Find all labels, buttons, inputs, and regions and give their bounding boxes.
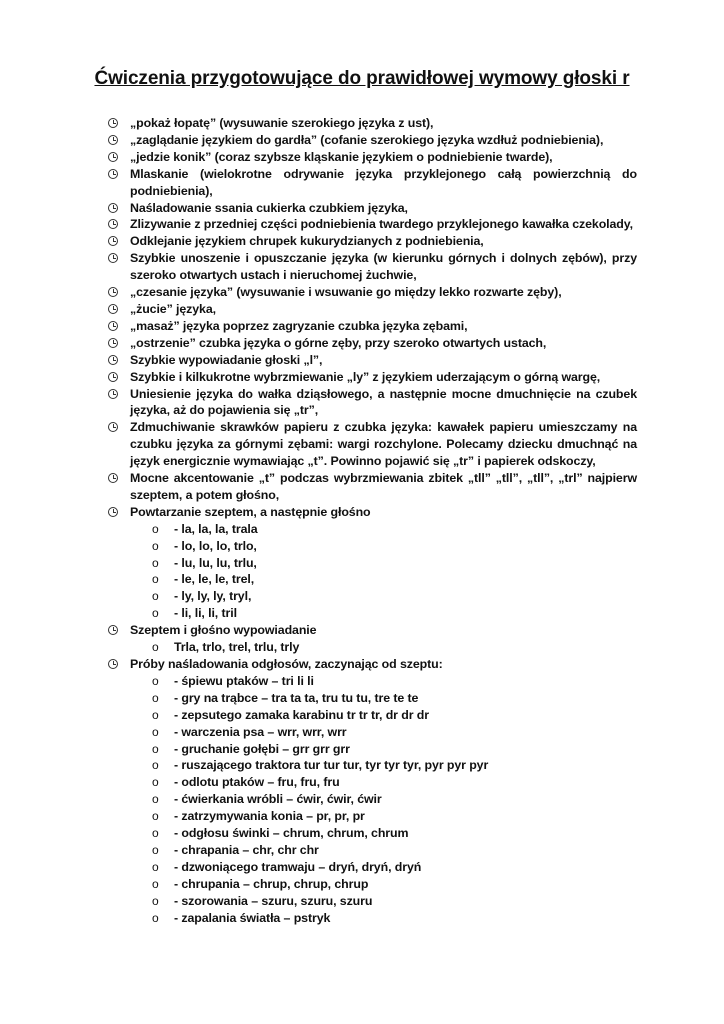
- clock-bullet-icon: [108, 135, 118, 145]
- sub-item-text: - zapalania światła – pstryk: [174, 910, 331, 925]
- sub-item: [130, 707, 637, 724]
- exercise-item: [108, 166, 637, 200]
- circle-bullet-icon: o: [152, 521, 159, 536]
- circle-bullet-icon: o: [152, 572, 159, 587]
- circle-bullet-icon: o: [152, 724, 159, 739]
- exercise-text: Zlizywanie z przedniej części podniebienia twardego przyklejonego kawałka czekolady,: [130, 217, 633, 232]
- sub-item-text: - odlotu ptaków – fru, fru, fru: [174, 775, 340, 790]
- exercise-text: „pokaż łopatę” (wysuwanie szerokiego języka z ust),: [130, 116, 434, 130]
- sub-list: [130, 521, 637, 622]
- exercise-text: „żucie” języka,: [130, 301, 216, 316]
- sub-item: [130, 724, 637, 741]
- circle-bullet-icon: o: [152, 555, 159, 570]
- sub-item-text: - chrapania – chr, chr chr: [174, 842, 319, 857]
- circle-bullet-icon: o: [152, 538, 159, 553]
- clock-bullet-icon: [108, 473, 118, 483]
- clock-bullet-icon: [108, 659, 118, 669]
- clock-bullet-icon: [108, 253, 118, 263]
- clock-bullet-icon: [108, 118, 118, 128]
- circle-bullet-icon: o: [152, 792, 159, 807]
- sub-item: [130, 842, 637, 859]
- exercise-text: Szybkie wypowiadanie głoski „l”,: [130, 352, 323, 367]
- exercise-text: Odklejanie językiem chrupek kukurydzianych z podniebienia,: [130, 234, 484, 249]
- exercise-text: Zdmuchiwanie skrawków papieru z czubka języka: kawałek papieru umieszczamy na czubku języka za górnymi zębami: wargi rozchylone. Polecamy dziecku dmuchnąć na język energicznie wymawiając „t”. Powinno pojawić się „tr” i papierek odskoczy,: [130, 420, 637, 469]
- clock-bullet-icon: [108, 507, 118, 517]
- clock-bullet-icon: [108, 169, 118, 179]
- clock-bullet-icon: [108, 287, 118, 297]
- clock-bullet-icon: [108, 203, 118, 213]
- exercise-item: [108, 352, 637, 369]
- sub-list: [130, 673, 637, 927]
- exercise-item: [108, 149, 637, 166]
- circle-bullet-icon: o: [152, 910, 159, 925]
- clock-bullet-icon: [108, 236, 118, 246]
- exercise-text: „czesanie języka” (wysuwanie i wsuwanie go między lekko rozwarte zęby),: [130, 285, 562, 300]
- sub-item: [130, 808, 637, 825]
- exercise-list: [108, 115, 637, 927]
- sub-item-text: - gry na trąbce – tra ta ta, tru tu tu, tre te te: [174, 690, 419, 705]
- clock-bullet-icon: [108, 304, 118, 314]
- exercise-text: Mocne akcentowanie „t” podczas wybrzmiewania zbitek „tll” „tll”, „tll”, „trl” najpierw szeptem, a potem głośno,: [130, 471, 637, 502]
- sub-item: [130, 588, 637, 605]
- circle-bullet-icon: o: [152, 606, 159, 621]
- exercise-item: [108, 335, 637, 352]
- sub-item-text: - ruszającego traktora tur tur tur, tyr tyr tyr, pyr pyr pyr: [174, 758, 489, 773]
- exercise-text: „ostrzenie” czubka języka o górne zęby, przy szeroko otwartych ustach,: [130, 335, 547, 350]
- clock-bullet-icon: [108, 422, 118, 432]
- clock-bullet-icon: [108, 219, 118, 229]
- sub-item: [130, 571, 637, 588]
- exercise-item: [108, 250, 637, 284]
- circle-bullet-icon: o: [152, 640, 159, 655]
- sub-item: [130, 741, 637, 758]
- circle-bullet-icon: o: [152, 589, 159, 604]
- sub-item-text: - gruchanie gołębi – grr grr grr: [174, 741, 350, 756]
- sub-item-text: - ly, ly, ly, tryl,: [174, 589, 252, 604]
- sub-item: [130, 825, 637, 842]
- sub-item-text: - chrupania – chrup, chrup, chrup: [174, 876, 369, 891]
- sub-item-text: - szorowania – szuru, szuru, szuru: [174, 893, 373, 908]
- circle-bullet-icon: o: [152, 690, 159, 705]
- sub-item-text: - lu, lu, lu, trlu,: [174, 555, 257, 570]
- sub-item: [130, 538, 637, 555]
- circle-bullet-icon: o: [152, 741, 159, 756]
- exercise-text: Uniesienie języka do wałka dziąsłowego, a następnie mocne dmuchnięcie na czubek języka, aż do pojawienia się „tr”,: [130, 386, 637, 418]
- sub-item: [130, 673, 637, 690]
- circle-bullet-icon: o: [152, 859, 159, 874]
- sub-item: [130, 605, 637, 622]
- exercise-item: [108, 216, 637, 233]
- exercise-item: [108, 233, 637, 250]
- sub-item-text: - dzwoniącego tramwaju – dryń, dryń, dryń: [174, 859, 422, 874]
- clock-bullet-icon: [108, 372, 118, 382]
- exercise-item: [108, 656, 637, 927]
- exercise-text: Szybkie i kilkukrotne wybrzmiewanie „ly” z językiem uderzającym o górną wargę,: [130, 369, 601, 384]
- exercise-item: [108, 386, 637, 420]
- sub-item-text: - śpiewu ptaków – tri li li: [174, 673, 314, 688]
- exercise-item: [108, 470, 637, 504]
- circle-bullet-icon: o: [152, 842, 159, 857]
- circle-bullet-icon: o: [152, 673, 159, 688]
- exercise-text: Szybkie unoszenie i opuszczanie języka (w kierunku górnych i dolnych zębów), przy szeroko otwartych ustach i nieruchomej żuchwie,: [130, 251, 637, 283]
- exercise-item: [108, 301, 637, 318]
- sub-item-text: - warczenia psa – wrr, wrr, wrr: [174, 724, 347, 739]
- sub-item: [130, 791, 637, 808]
- sub-list: [130, 639, 637, 656]
- sub-item-text: - la, la, la, trala: [174, 521, 258, 536]
- sub-item: [130, 774, 637, 791]
- clock-bullet-icon: [108, 338, 118, 348]
- exercise-item: [108, 622, 637, 656]
- circle-bullet-icon: o: [152, 893, 159, 908]
- exercise-text: Naśladowanie ssania cukierka czubkiem języka,: [130, 200, 408, 215]
- clock-bullet-icon: [108, 389, 118, 399]
- exercise-text: Próby naśladowania odgłosów, zaczynając od szeptu:: [130, 657, 443, 671]
- sub-item-text: - ćwierkania wróbli – ćwir, ćwir, ćwir: [174, 792, 382, 807]
- clock-bullet-icon: [108, 625, 118, 635]
- circle-bullet-icon: o: [152, 758, 159, 773]
- sub-item: [130, 876, 637, 893]
- exercise-item: [108, 115, 637, 132]
- exercise-text: „jedzie konik” (coraz szybsze kląskanie językiem o podniebienie twarde),: [130, 149, 553, 164]
- page-title: Ćwiczenia przygotowujące do prawidłowej wymowy głoski r: [94, 68, 630, 89]
- sub-item-text: - odgłosu świnki – chrum, chrum, chrum: [174, 826, 409, 841]
- exercise-text: Szeptem i głośno wypowiadanie: [130, 623, 317, 638]
- exercise-item: [108, 284, 637, 301]
- exercise-item: [108, 369, 637, 386]
- exercise-item: [108, 419, 637, 470]
- exercise-item: [108, 318, 637, 335]
- sub-item: [130, 555, 637, 572]
- sub-item-text: - zatrzymywania konia – pr, pr, pr: [174, 809, 365, 824]
- sub-item-text: - zepsutego zamaka karabinu tr tr tr, dr dr dr: [174, 707, 429, 722]
- exercise-text: „masaż” języka poprzez zagryzanie czubka języka zębami,: [130, 318, 468, 333]
- sub-item: [130, 757, 637, 774]
- clock-bullet-icon: [108, 321, 118, 331]
- sub-item: [130, 690, 637, 707]
- circle-bullet-icon: o: [152, 876, 159, 891]
- circle-bullet-icon: o: [152, 826, 159, 841]
- sub-item: [130, 893, 637, 910]
- circle-bullet-icon: o: [152, 707, 159, 722]
- exercise-text: Powtarzanie szeptem, a następnie głośno: [130, 504, 371, 519]
- exercise-text: Mlaskanie (wielokrotne odrywanie języka przyklejonego całą powierzchnią do podniebienia),: [130, 166, 637, 198]
- exercise-item: [108, 200, 637, 217]
- sub-item: [130, 639, 637, 656]
- exercise-text: „zaglądanie językiem do gardła” (cofanie szerokiego języka wzdłuż podniebienia),: [130, 132, 604, 147]
- circle-bullet-icon: o: [152, 809, 159, 824]
- sub-item-text: Trla, trlo, trel, trlu, trly: [174, 640, 300, 655]
- sub-item: [130, 521, 637, 538]
- sub-item-text: - li, li, li, tril: [174, 606, 237, 621]
- clock-bullet-icon: [108, 152, 118, 162]
- circle-bullet-icon: o: [152, 775, 159, 790]
- exercise-item: [108, 132, 637, 149]
- sub-item: [130, 910, 637, 927]
- sub-item-text: - lo, lo, lo, trlo,: [174, 538, 257, 553]
- sub-item: [130, 859, 637, 876]
- clock-bullet-icon: [108, 355, 118, 365]
- exercise-item: [108, 504, 637, 622]
- sub-item-text: - le, le, le, trel,: [174, 572, 255, 587]
